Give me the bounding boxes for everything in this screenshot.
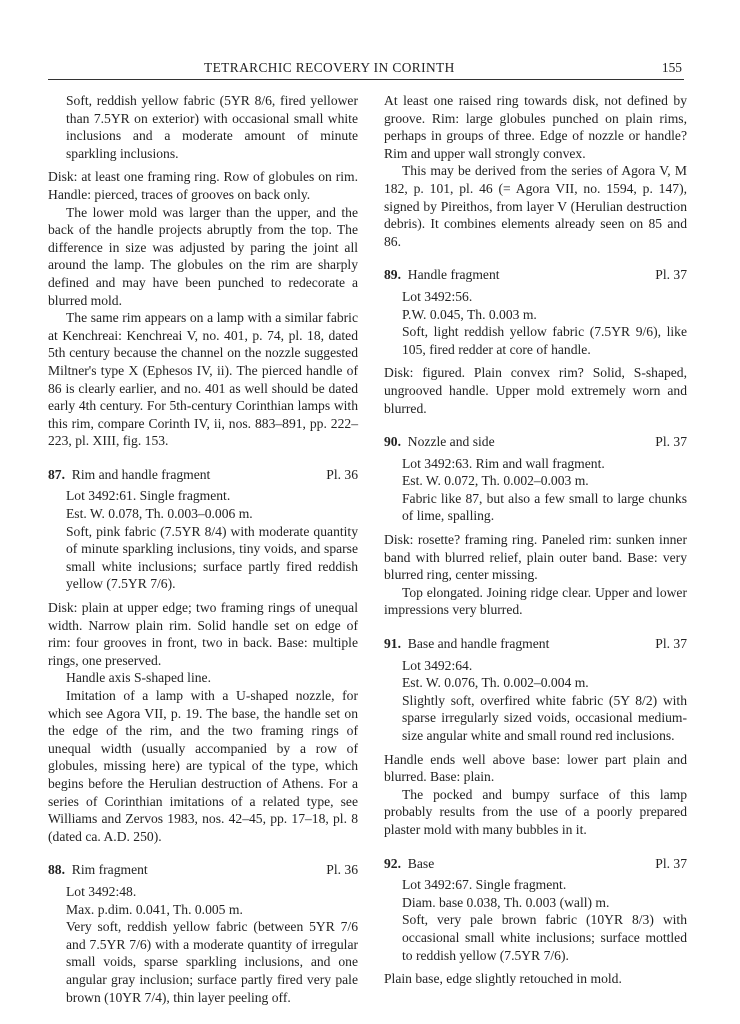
entry-title: Base and handle fragment: [407, 636, 550, 652]
dimensions-line: Est. W. 0.076, Th. 0.002–0.004 m.: [402, 675, 589, 691]
entry-number: 92.: [384, 855, 401, 871]
lot-line: Lot 3492:67. Single fragment.: [402, 877, 567, 893]
dimensions-line: Max. p.dim. 0.041, Th. 0.005 m.: [66, 901, 243, 917]
lot-line: Lot 3492:56.: [402, 288, 473, 304]
dimensions-line: P.W. 0.045, Th. 0.003 m.: [402, 306, 537, 322]
fabric-paragraph: Fabric like 87, but also a few small to large chunks of lime, spalling.: [402, 490, 687, 524]
entry-title: Handle fragment: [407, 267, 500, 283]
description-paragraph: Disk: at least one framing ring. Row of globules on rim. Handle: pierced, traces of grooves on back only.: [48, 169, 358, 202]
plate-ref: Pl. 37: [655, 855, 687, 871]
entry-91-heading: [384, 635, 687, 653]
entry-number: 89.: [384, 267, 401, 283]
entry-title: Rim and handle fragment: [71, 466, 211, 482]
dimensions-line: Est. W. 0.072, Th. 0.002–0.003 m.: [402, 473, 589, 489]
description-paragraph: At least one raised ring towards disk, not defined by groove. Rim: large globules punched on plain rims, perhaps in groups of three. Edge of nozzle or handle? Rim and upper wall strongly convex.: [384, 93, 687, 161]
description-paragraph: Disk: rosette? framing ring. Paneled rim: sunken inner band with blurred relief, plain outer band. Base: very blurred ring, center missing.: [384, 532, 687, 583]
fabric-paragraph: Slightly soft, overfired white fabric (5Y 8/2) with sparse irregularly sized voids, occasional medium-size angular white and small round red inclusions.: [402, 692, 687, 743]
running-head: TETRARCHIC RECOVERY IN CORINTH: [204, 60, 455, 75]
plate-ref: Pl. 37: [655, 434, 687, 450]
page-number: 155: [661, 60, 682, 75]
description-paragraph: Disk: figured. Plain convex rim? Solid, S-shaped, ungrooved handle. Upper mold extremely worn and blurred.: [384, 365, 687, 416]
entry-title: Rim fragment: [71, 862, 148, 878]
entry-88-heading: [48, 861, 358, 879]
comment-paragraph: The pocked and bumpy surface of this lamp probably results from the use of a poorly prepared plaster mold with many bubbles in it.: [384, 786, 687, 837]
fabric-paragraph: Soft, light reddish yellow fabric (7.5YR 9/6), like 105, fired redder at core of handle.: [402, 324, 687, 357]
entry-90-heading: [384, 433, 687, 451]
lot-line: Lot 3492:64.: [402, 657, 473, 673]
description-paragraph: Disk: plain at upper edge; two framing rings of unequal width. Narrow plain rim. Solid handle set on edge of rim: four grooves in front, two in back. Base: multiple rings, one preserved.: [48, 600, 358, 668]
comment-paragraph: This may be derived from the series of Agora V, M 182, p. 101, pl. 46 (= Agora VII, no. 1594, p. 147), signed by Pireithos, from layer V (Herulian destruction debris). It combines elements already seen on 85 and 86.: [384, 163, 687, 249]
plate-ref: Pl. 37: [655, 636, 687, 652]
comment-paragraph: Imitation of a lamp with a U-shaped nozzle, for which see Agora VII, p. 19. The base, the handle set on the edge of the rim, and the two framing rings of unequal width (usually accompanied by a row of globules, missing here) are typical of the type, which begins before the Herulian destruction of Athens. For a series of Corinthian imitations of a related type, see Williams and Zervos 1983, nos. 42–45, pp. 17–18, pl. 8 (dated ca. A.D. 250).: [48, 688, 358, 844]
description-paragraph: Handle ends well above base: lower part plain and blurred. Base: plain.: [384, 751, 687, 785]
comment-paragraph: The lower mold was larger than the upper, and the back of the handle projects abruptly from the top. The difference in size was adjusted by paring the joint all around the lamp. The globules on the rim are sharply defined and may have been punched to redecorate a blurred mold.: [48, 204, 358, 308]
lot-line: Lot 3492:61. Single fragment.: [66, 488, 231, 504]
fabric-paragraph: Soft, pink fabric (7.5YR 8/4) with moderate quantity of minute sparkling inclusions, tiny voids, and sparse small white inclusions; surface partly fired reddish yellow (7.5YR 7/6).: [66, 523, 358, 592]
entry-92-heading: [384, 855, 687, 873]
right-column: [384, 92, 687, 988]
plate-ref: Pl. 36: [326, 862, 358, 878]
comment-paragraph: Top elongated. Joining ridge clear. Upper and lower impressions very blurred.: [384, 584, 687, 618]
plate-ref: Pl. 36: [326, 466, 358, 482]
plate-ref: Pl. 37: [655, 267, 687, 283]
entry-number: 87.: [48, 466, 65, 482]
lot-line: Lot 3492:63. Rim and wall fragment.: [402, 455, 605, 471]
entry-title: Nozzle and side: [407, 434, 495, 450]
entry-number: 88.: [48, 862, 65, 878]
entry-title: Base: [407, 855, 435, 871]
axis-line: Handle axis S-shaped line.: [66, 670, 211, 686]
fabric-paragraph: Soft, very pale brown fabric (10YR 8/3) with occasional small white inclusions; surface mottled to reddish yellow (7.5YR 7/6).: [402, 912, 687, 963]
left-column: [48, 92, 358, 1006]
fabric-paragraph: Soft, reddish yellow fabric (5YR 8/6, fired yellower than 7.5YR on exterior) with occasional small white inclusions and a moderate amount of minute sparkling inclusions.: [66, 93, 358, 161]
page-header: [0, 59, 740, 79]
dimensions-line: Est. W. 0.078, Th. 0.003–0.006 m.: [66, 506, 253, 522]
comment-paragraph: The same rim appears on a lamp with a similar fabric at Kenchreai: Kenchreai V, no. 401, p. 74, pl. 18, dated 5th century because the channel on the nozzle suggested Miltner's type X (Ephesos IV, ii). The pierced handle of 86 is clearly earlier, and no. 401 as well should be dated early 4th century. For 5th-century Corinthian lamps with this rim, compare Corinth IV, ii, nos. 883–891, pp. 222–223, pl. XIII, fig. 153.: [48, 310, 358, 449]
lot-line: Lot 3492:48.: [66, 883, 137, 899]
header-rule: [48, 79, 684, 80]
entry-89-heading: [384, 266, 687, 284]
dimensions-line: Diam. base 0.038, Th. 0.003 (wall) m.: [402, 894, 610, 910]
fabric-paragraph: Very soft, reddish yellow fabric (between 5YR 7/6 and 7.5YR 7/6) with a moderate quantity of irregular small voids, sparse sparkling inclusions, and one angular gray inclusion; surface partly fired very pale brown (10YR 7/4), thin layer peeling off.: [66, 919, 358, 1005]
entry-number: 91.: [384, 636, 401, 652]
entry-number: 90.: [384, 434, 401, 450]
description-paragraph: Plain base, edge slightly retouched in mold.: [384, 971, 622, 987]
entry-87-heading: [48, 466, 358, 484]
